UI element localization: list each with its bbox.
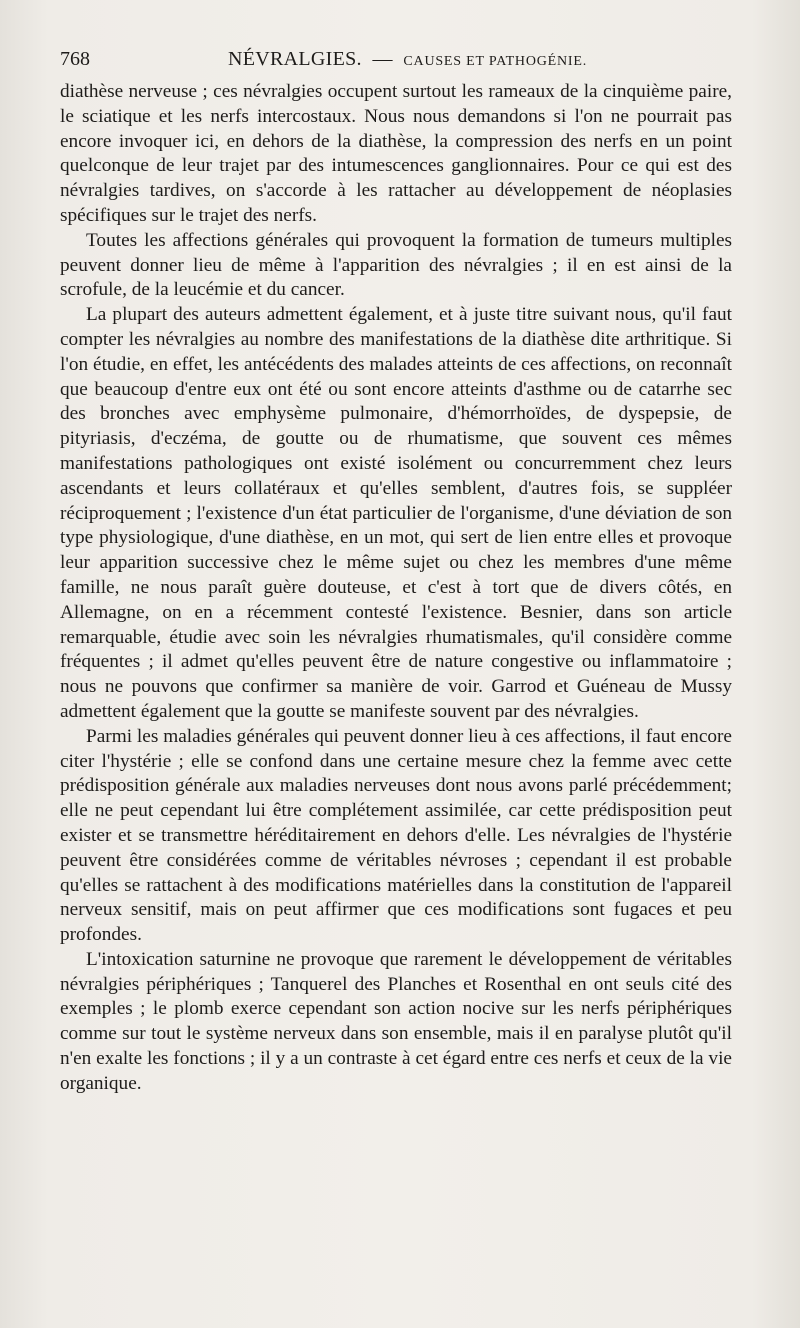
body-text [60, 80, 732, 1097]
paragraph-arthritic-diathesis: La plupart des auteurs admettent également, et à juste titre suivant nous, qu'il faut compter les névralgies au nombre des manifestations de la diathèse dite arthritique. Si l'on étudie, en effet, les antécédents des malades atteints de ces affections, on reconnaît que beaucoup d'entre eux ont été ou sont encore atteints d'asthme ou de catarrhe sec des bronches avec emphysème pulmonaire, d'hémorrhoïdes, de dyspepsie, de pityriasis, d'eczéma, de goutte ou de rhumatisme, que souvent ces mêmes manifestations pathologiques ont existé isolément ou concurremment chez leurs ascendants et leurs collatéraux et qu'elles semblent, d'autres fois, se suppléer réciproquement ; l'existence d'un état particulier de l'organisme, d'une déviation de son type physiologique, d'une diathèse, en un mot, qui sert de lien entre elles et provoque leur apparition successive chez le même sujet ou chez les membres d'une même famille, ne nous paraît guère douteuse, et c'est à tort que de divers côtés, en Allemagne, on en a récemment contesté l'existence. Besnier, dans son article remarquable, étudie avec soin les névralgies rhumatismales, qu'il considère comme fréquentes ; il admet qu'elles peuvent être de nature congestive ou inflammatoire ; nous ne pouvons que confirmer sa manière de voir. Garrod et Guéneau de Mussy admettent également que la goutte se manifeste souvent par des névralgies. [60, 304, 732, 722]
paragraph-lead-intoxication: L'intoxication saturnine ne provoque que rarement le développement de véritables névralgies périphériques ; Tanquerel des Planches et Rosenthal en ont seuls cité des exemples ; le plomb exerce cependant son action nocive sur les nerfs périphériques comme sur tout le système nerveux dans son ensemble, mais il en paralyse plutôt qu'il n'en exalte les fonctions ; il y a un contraste à cet égard entre ces nerfs et ceux de la vie organique. [60, 948, 732, 1094]
section-subtitle: CAUSES ET PATHOGÉNIE. [403, 54, 588, 69]
paragraph-general-affections: Toutes les affections générales qui provoquent la formation de tumeurs multiples peuvent donner lieu de même à l'apparition des névralgies ; il en est ainsi de la scrofule, de la leucémie et du cancer. [60, 229, 732, 301]
paragraph-hysteria: Parmi les maladies générales qui peuvent donner lieu à ces affections, il faut encore citer l'hystérie ; elle se confond dans une certaine mesure chez la femme avec cette prédisposition générale aux maladies nerveuses dont nous avons parlé précédemment; elle ne peut cependant lui être complétement assimilée, car cette prédisposition peut exister et se transmettre héréditairement en dehors d'elle. Les névralgies de l'hystérie peuvent être considérées comme de véritables névroses ; cependant il est probable qu'elles se rattachent à des modifications matérielles dans la constitution de l'appareil nerveux sensitif, mais on peut affirmer que ces modifications sont fugaces et peu profondes. [60, 725, 732, 946]
running-header [60, 44, 740, 74]
title-separator: — [372, 48, 393, 70]
page-number: 768 [60, 48, 90, 70]
running-title [228, 44, 587, 77]
chapter-title: NÉVRALGIES. [228, 48, 362, 70]
paragraph-continuation: diathèse nerveuse ; ces névralgies occupent surtout les rameaux de la cinquième paire, le sciatique et les nerfs intercostaux. Nous nous demandons si l'on ne pourrait pas encore invoquer ici, en dehors de la diathèse, la compression des nerfs en un point quelconque de leur trajet par des intumescences ganglionnaires. Pour ce qui est des névralgies tardives, on s'accorde à les rattacher au développement de néoplasies spécifiques sur le trajet des nerfs. [60, 81, 732, 226]
